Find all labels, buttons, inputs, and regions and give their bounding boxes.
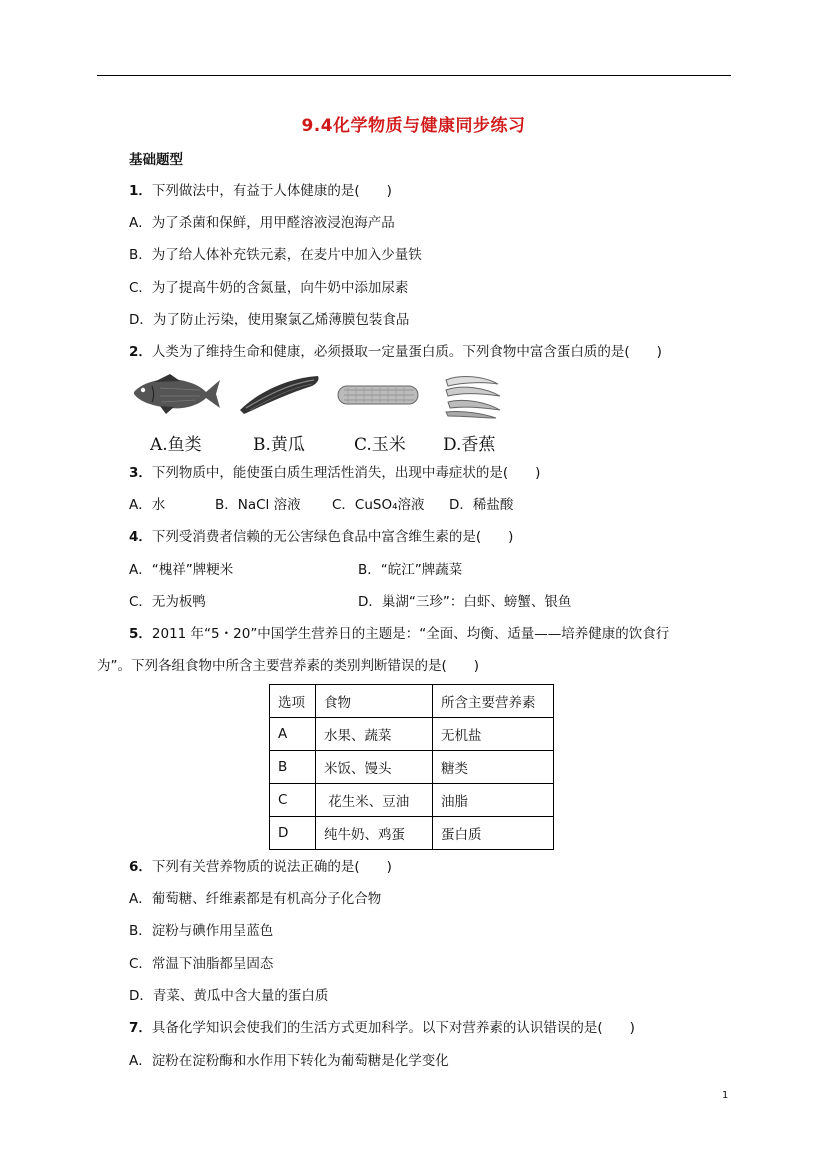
q3-option-a: A．水 [129,497,166,513]
table-header: 食物 [316,685,433,718]
q7-option-a: A．淀粉在淀粉酶和水作用下转化为葡萄糖是化学变化 [129,1053,449,1069]
caption-a: A.鱼类 [150,435,202,455]
page-number: 1 [722,1090,729,1101]
fish-icon [130,372,222,416]
question-number: 3． [129,465,152,481]
question-number: 2． [129,344,152,360]
q6-option-c: C．常温下油脂都呈固态 [129,956,274,972]
q4-option-b: B．“皖江”牌蔬菜 [358,562,463,578]
table-header: 所含主要营养素 [433,685,554,718]
table-cell: 花生米、豆油 [316,784,433,817]
q4-options-row-1 [129,560,462,580]
table-header-row [270,685,554,718]
question-5-line-2: 为”。下列各组食物中所含主要营养素的类别判断错误的是( ) [97,658,480,674]
page-title: 9.4化学物质与健康同步练习 [301,116,526,136]
corn-icon [334,372,422,408]
question-1 [129,181,392,201]
q4-option-d: D．巢湖“三珍”：白虾、螃蟹、银鱼 [358,594,572,610]
question-number: 5． [129,626,152,642]
table-cell: 油脂 [433,784,554,817]
question-stem: 2011 年“5・20”中国学生营养日的主题是：“全面、均衡、适量——培养健康的饮食行 [151,626,670,642]
question-7 [129,1018,635,1038]
question-number: 1． [129,183,152,199]
question-stem: 人类为了维持生命和健康，必须摄取一定量蛋白质。下列食物中富含蛋白质的是( ) [151,344,662,360]
section-heading: 基础题型 [129,152,183,168]
table-cell: 糖类 [433,751,554,784]
question-stem: 下列有关营养物质的说法正确的是( ) [151,859,392,875]
q1-option-d: D．为了防止污染，使用聚氯乙烯薄膜包装食品 [129,312,410,328]
q4-option-c: C．无为板鸭 [129,594,206,610]
q6-option-b: B．淀粉与碘作用呈蓝色 [129,923,274,939]
caption-c: C.玉米 [354,435,406,455]
table-cell: B [270,751,316,784]
banana-icon [440,372,504,420]
question-stem: 下列受消费者信赖的无公害绿色食品中富含维生素的是( ) [151,529,514,545]
question-5 [129,624,669,644]
table-row [270,817,554,850]
table-cell: D [270,817,316,850]
caption-d: D.香蕉 [443,435,496,455]
food-pictures [130,372,510,422]
q1-option-b: B．为了给人体补充铁元素，在麦片中加入少量铁 [129,247,422,263]
table-cell: 水果、蔬菜 [316,718,433,751]
table-cell: A [270,718,316,751]
table-row [270,718,554,751]
question-2 [129,342,662,362]
table-row [270,751,554,784]
header-rule [97,75,731,76]
cucumber-icon [236,372,322,416]
question-3 [129,463,540,483]
table-cell: C [270,784,316,817]
q4-option-a: A．“槐祥”牌粳米 [129,562,234,578]
question-number: 6． [129,859,152,875]
question-number: 4． [129,529,152,545]
table-header: 选项 [270,685,316,718]
question-stem: 下列做法中，有益于人体健康的是( ) [151,183,392,199]
q6-option-a: A．葡萄糖、纤维素都是有机高分子化合物 [129,891,382,907]
caption-b: B.黄瓜 [253,435,305,455]
table-cell: 无机盐 [433,718,554,751]
q3-options [129,495,513,515]
question-6 [129,857,392,877]
q6-option-d: D．青菜、黄瓜中含大量的蛋白质 [129,988,329,1004]
question-4 [129,527,513,547]
nutrient-table [269,684,554,850]
table-cell: 米饭、馒头 [316,751,433,784]
question-stem: 下列物质中，能使蛋白质生理活性消失，出现中毒症状的是( ) [151,465,541,481]
q4-options-row-2 [129,592,571,612]
table-cell: 纯牛奶、鸡蛋 [316,817,433,850]
q3-option-b: B．NaCl 溶液 [215,497,301,513]
table-cell: 蛋白质 [433,817,554,850]
q3-option-d: D．稀盐酸 [449,497,514,513]
question-stem: 具备化学知识会使我们的生活方式更加科学。以下对营养素的认识错误的是( ) [151,1020,635,1036]
table-row [270,784,554,817]
q3-option-c: C．CuSO₄溶液 [332,497,425,513]
q1-option-c: C．为了提高牛奶的含氮量，向牛奶中添加尿素 [129,280,409,296]
question-number: 7． [129,1020,152,1036]
q1-option-a: A．为了杀菌和保鲜，用甲醛溶液浸泡海产品 [129,215,395,231]
